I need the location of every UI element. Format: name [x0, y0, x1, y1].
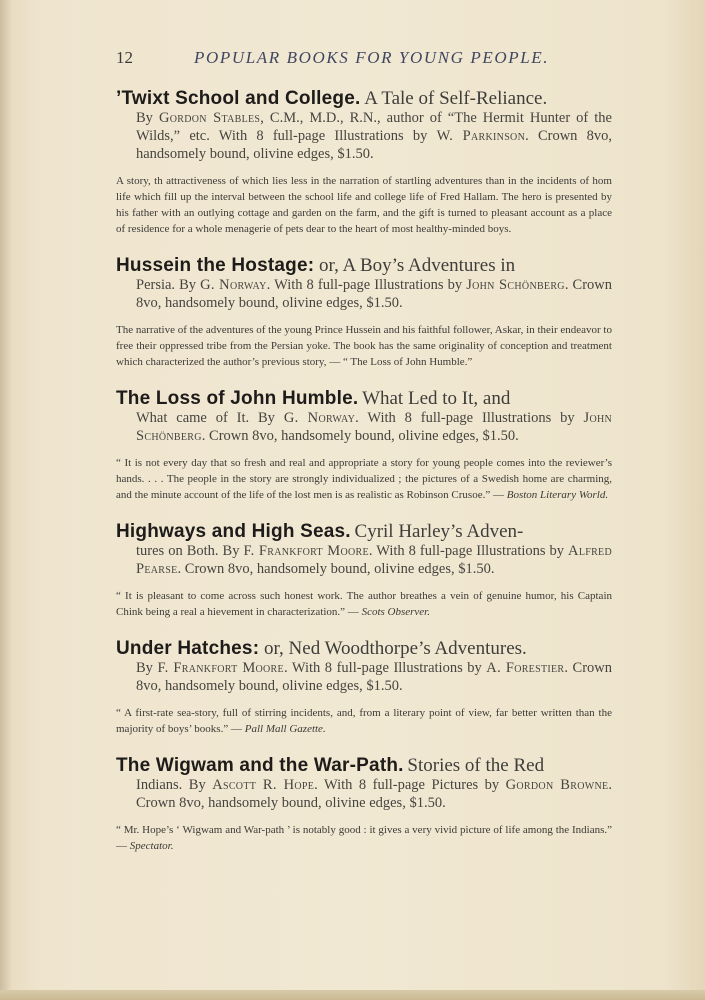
review-source: Boston Literary World. [506, 489, 609, 501]
byline-prefix: By [136, 660, 158, 676]
book-details-text: . With 8 full-page Illustrations by [355, 410, 584, 426]
book-title: Under Hatches: [116, 638, 260, 659]
book-title: The Wigwam and the War-Path. [116, 755, 404, 776]
book-details-text: . With 8 full-page Illustrations by [266, 277, 467, 293]
illustrator-name: John Schönberg [136, 410, 613, 444]
book-entry [116, 523, 612, 620]
book-details [136, 109, 612, 163]
gutter-shadow [0, 0, 12, 1000]
page-header [116, 48, 616, 72]
book-description [116, 822, 612, 854]
page-bottom-edge [0, 990, 705, 1000]
book-details [136, 542, 612, 578]
book-subtitle: Cyril Harley’s Adven- [354, 521, 524, 542]
review-source: Pall Mall Gazette. [244, 723, 326, 735]
description-text: A story, th attractiveness of which lies less in the narration of startling adventures than in the incidents of hom life which fill up the interval between the school life and college life of Fred Hallam. The hero is presented by his father with an outlying cottage and garden on the farm, and the gift is turned to pleasant account as a place of residence for a whole menagerie of pets dear to the heart of most healthy-minded boys. [116, 175, 612, 235]
book-subtitle: or, A Boy’s Adventures in [314, 255, 516, 276]
description-text: “ It is pleasant to come across such honest work. The author breathes a vein of genuine humor, his Captain Chink being a real a hievement in characterization.” — [116, 590, 612, 618]
book-details-text: . With 8 full-page Pictures by [314, 777, 506, 793]
book-subtitle: Stories of the Red [407, 755, 545, 776]
entry-heading [116, 523, 612, 542]
book-details-text: . With 8 full-page Illustrations by [283, 660, 487, 676]
book-title: The Loss of John Humble. [116, 388, 359, 409]
illustrator-name: John Schönberg [466, 277, 565, 293]
book-details [136, 776, 612, 812]
illustrator-name: A. Forestier [486, 660, 565, 676]
edition-info: . Crown 8vo, handsomely bound, olivine edges, $1.50. [136, 777, 613, 811]
edition-info: . Crown 8vo, handsomely bound, olivine edges, $1.50. [136, 660, 613, 694]
book-description [116, 588, 612, 620]
author-name: Gordon Stables [158, 110, 261, 126]
book-entry [116, 640, 612, 737]
book-description [116, 705, 612, 737]
book-details [136, 659, 612, 695]
book-title: Highways and High Seas. [116, 521, 351, 542]
byline-prefix: tures on Both. By [136, 543, 244, 559]
entry-heading [116, 257, 612, 276]
author-name: G. Norway [283, 410, 356, 426]
book-title: Hussein the Hostage: [116, 255, 315, 276]
entry-heading [116, 757, 612, 776]
author-name: Ascott R. Hope [212, 777, 315, 793]
byline-prefix: What came of It. By [136, 410, 284, 426]
book-entry [116, 257, 612, 370]
book-details-text: . With 8 full-page Illustrations by [368, 543, 569, 559]
book-subtitle: What Led to It, and [362, 388, 511, 409]
illustrator-name: Gordon Browne [505, 777, 609, 793]
page-number: 12 [116, 48, 133, 67]
illustrator-name: W. Parkinson [436, 128, 526, 144]
entry-heading [116, 90, 612, 109]
description-text: “ A first-rate sea-story, full of stirring incidents, and, from a literary point of view, far better written than the majority of boys’ books.” — [116, 707, 612, 735]
edition-info: . Crown 8vo, handsomely bound, olivine edges, $1.50. [136, 128, 612, 162]
book-subtitle: or, Ned Woodthorpe’s Adventures. [259, 638, 527, 659]
illustrator-name: Alfred Pearse [136, 543, 612, 577]
book-description [116, 455, 612, 503]
byline-prefix: Persia. By [136, 277, 201, 293]
book-title: ’Twixt School and College. [116, 88, 361, 109]
running-title: POPULAR BOOKS FOR YOUNG PEOPLE. [194, 48, 550, 67]
entry-heading [116, 390, 612, 409]
book-list [116, 90, 612, 874]
author-name: F. Frankfort Moore [157, 660, 284, 676]
description-text: “ It is not every day that so fresh and real and appropriate a story for young people comes into the reviewer’s hands. . . . The people in the story are strongly individualized ; the pictures of a Swedish home are charming, and the minute account of the life of the lost men is as realistic as Robinson Crusoe.” — [116, 457, 612, 501]
book-subtitle: A Tale of Self-Reliance. [364, 88, 548, 109]
edition-info: . Crown 8vo, handsomely bound, olivine edges, $1.50. [201, 428, 519, 444]
review-source: Spectator. [129, 840, 174, 852]
description-text: The narrative of the adventures of the young Prince Hussein and his faithful follower, Askar, in their endeavor to free their oppressed tribe from the Persian yoke. The book has the same originality of conception and treatment which characterized the author’s previous story, — “ The Loss of John Humble.” [116, 324, 612, 368]
byline-prefix: Indians. By [136, 777, 213, 793]
book-entry [116, 757, 612, 854]
entry-heading [116, 640, 612, 659]
author-name: F. Frankfort Moore [243, 543, 369, 559]
book-details [136, 276, 612, 312]
book-details [136, 409, 612, 445]
byline-prefix: By [136, 110, 159, 126]
author-name: G. Norway [200, 277, 267, 293]
description-text: “ Mr. Hope’s ‘ Wigwam and War-path ’ is notably good : it gives a very vivid picture of life among the Indians.” — [116, 824, 612, 852]
review-source: Scots Observer. [361, 606, 430, 618]
book-description [116, 173, 612, 237]
book-description [116, 322, 612, 370]
book-details-text: , C.M., M.D., R.N., author of “The Hermit Hunter of the Wilds,” etc. With 8 full-page Illustrations by [136, 110, 612, 144]
book-entry [116, 390, 612, 503]
book-entry [116, 90, 612, 237]
edition-info: . Crown 8vo, handsomely bound, olivine edges, $1.50. [136, 277, 613, 311]
edition-info: . Crown 8vo, handsomely bound, olivine edges, $1.50. [177, 561, 495, 577]
